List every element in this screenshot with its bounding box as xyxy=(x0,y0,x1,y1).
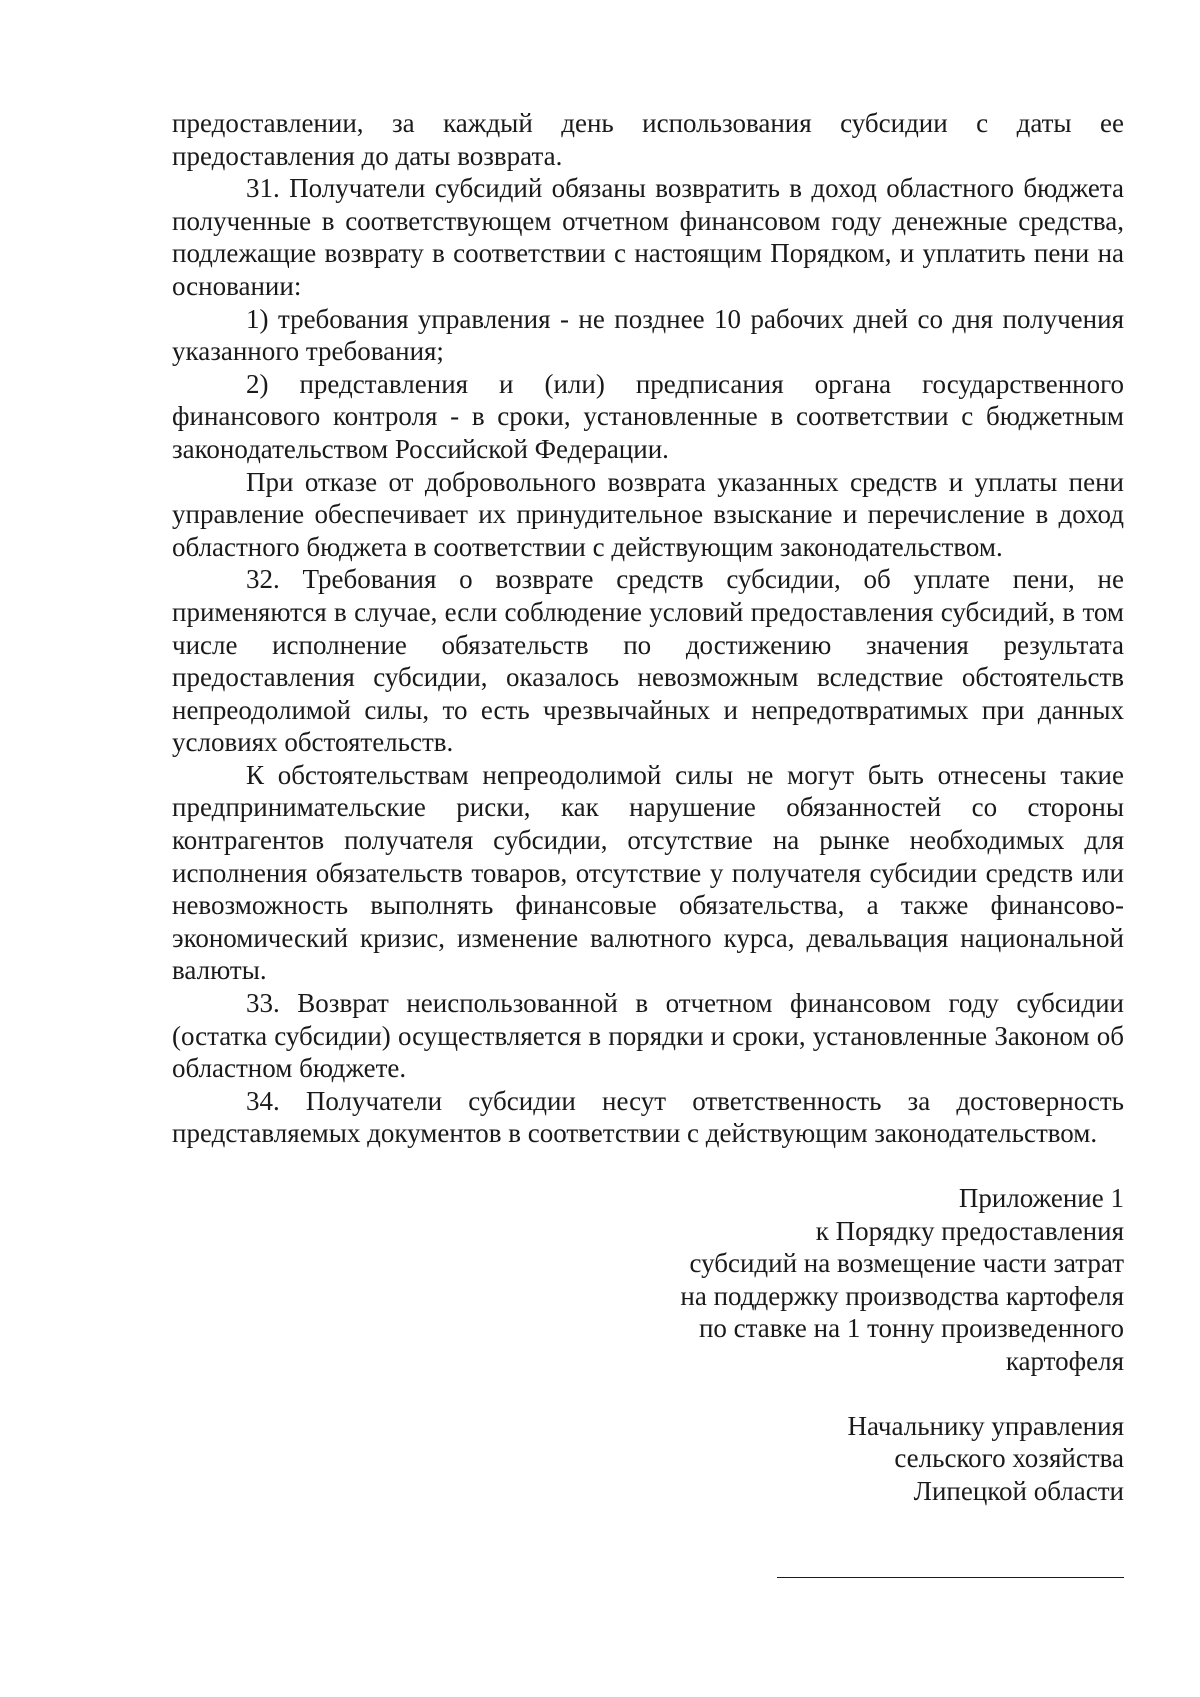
document-page xyxy=(172,107,1124,1507)
addressee-line: Начальнику управления xyxy=(847,1410,1124,1441)
appendix-line: Приложение 1 xyxy=(958,1183,1124,1213)
addressee-line: сельского хозяйства xyxy=(894,1443,1124,1474)
appendix-line: картофеля xyxy=(1005,1345,1124,1376)
appendix-line: субсидий на возмещение части затрат xyxy=(689,1248,1124,1279)
appendix-line: к Порядку предоставления xyxy=(815,1215,1124,1246)
addressee-line: Липецкой области xyxy=(913,1475,1124,1506)
appendix-line: по ставке на 1 тонну произведенного xyxy=(698,1313,1124,1344)
appendix-line: на поддержку производства картофеля xyxy=(680,1280,1124,1311)
blank-line xyxy=(777,1577,1124,1578)
paragraph-item-33: 33. Возврат неиспользованной в отчетном финансовом году субсидии (остатка субсидии) осуществляется в порядки и сроки, установленные Законом об областном бюджете. xyxy=(172,988,1124,1084)
paragraph-force-majeure: К обстоятельствам непреодолимой силы не могут быть отнесены такие предпринимательские риски, как нарушение обязанностей со стороны контрагентов получателя субсидии, отсутствие на рынке необходимых для исполнения обязательств товаров, отсутствие у получателя субсидии средств или невозможность выполнять финансовые обязательства, а также финансово-экономический кризис, изменение валютного курса, девальвация национальной валюты. xyxy=(172,759,1124,986)
paragraph-item-31: 31. Получатели субсидий обязаны возвратить в доход областного бюджета полученные в соответствующем отчетном финансовом году денежные средства, подлежащие возврату в соответствии с настоящим Порядком, и уплатить пени на основании: xyxy=(172,173,1124,301)
paragraph-continuation: предоставлении, за каждый день использования субсидии с даты ее предоставления до даты возврата. xyxy=(172,108,1124,171)
appendix-header xyxy=(172,1182,1124,1378)
paragraph-refusal: При отказе от добровольного возврата указанных средств и уплаты пени управление обеспечивает их принудительное взыскание и перечисление в доход областного бюджета в соответствии с действующим законодательством. xyxy=(172,466,1124,562)
paragraph-item-34: 34. Получатели субсидии несут ответственность за достоверность представляемых документов в соответствии с действующим законодательством. xyxy=(172,1085,1124,1149)
paragraph-subitem-1: 1) требования управления - не позднее 10 рабочих дней со дня получения указанного требования; xyxy=(172,303,1124,367)
addressee-block xyxy=(172,1410,1124,1508)
paragraph-subitem-2: 2) представления и (или) предписания органа государственного финансового контроля - в сроки, установленные в соответствии с бюджетным законодательством Российской Федерации. xyxy=(172,368,1124,464)
paragraph-item-32: 32. Требования о возврате средств субсидии, об уплате пени, не применяются в случае, если соблюдение условий предоставления субсидий, в том числе исполнение обязательств по достижению значения результата предоставления субсидии, оказалось невозможным вследствие обстоятельств непреодолимой силы, то есть чрезвычайных и непредотвратимых при данных условиях обстоятельств. xyxy=(172,564,1124,758)
body-text xyxy=(172,107,1124,1150)
